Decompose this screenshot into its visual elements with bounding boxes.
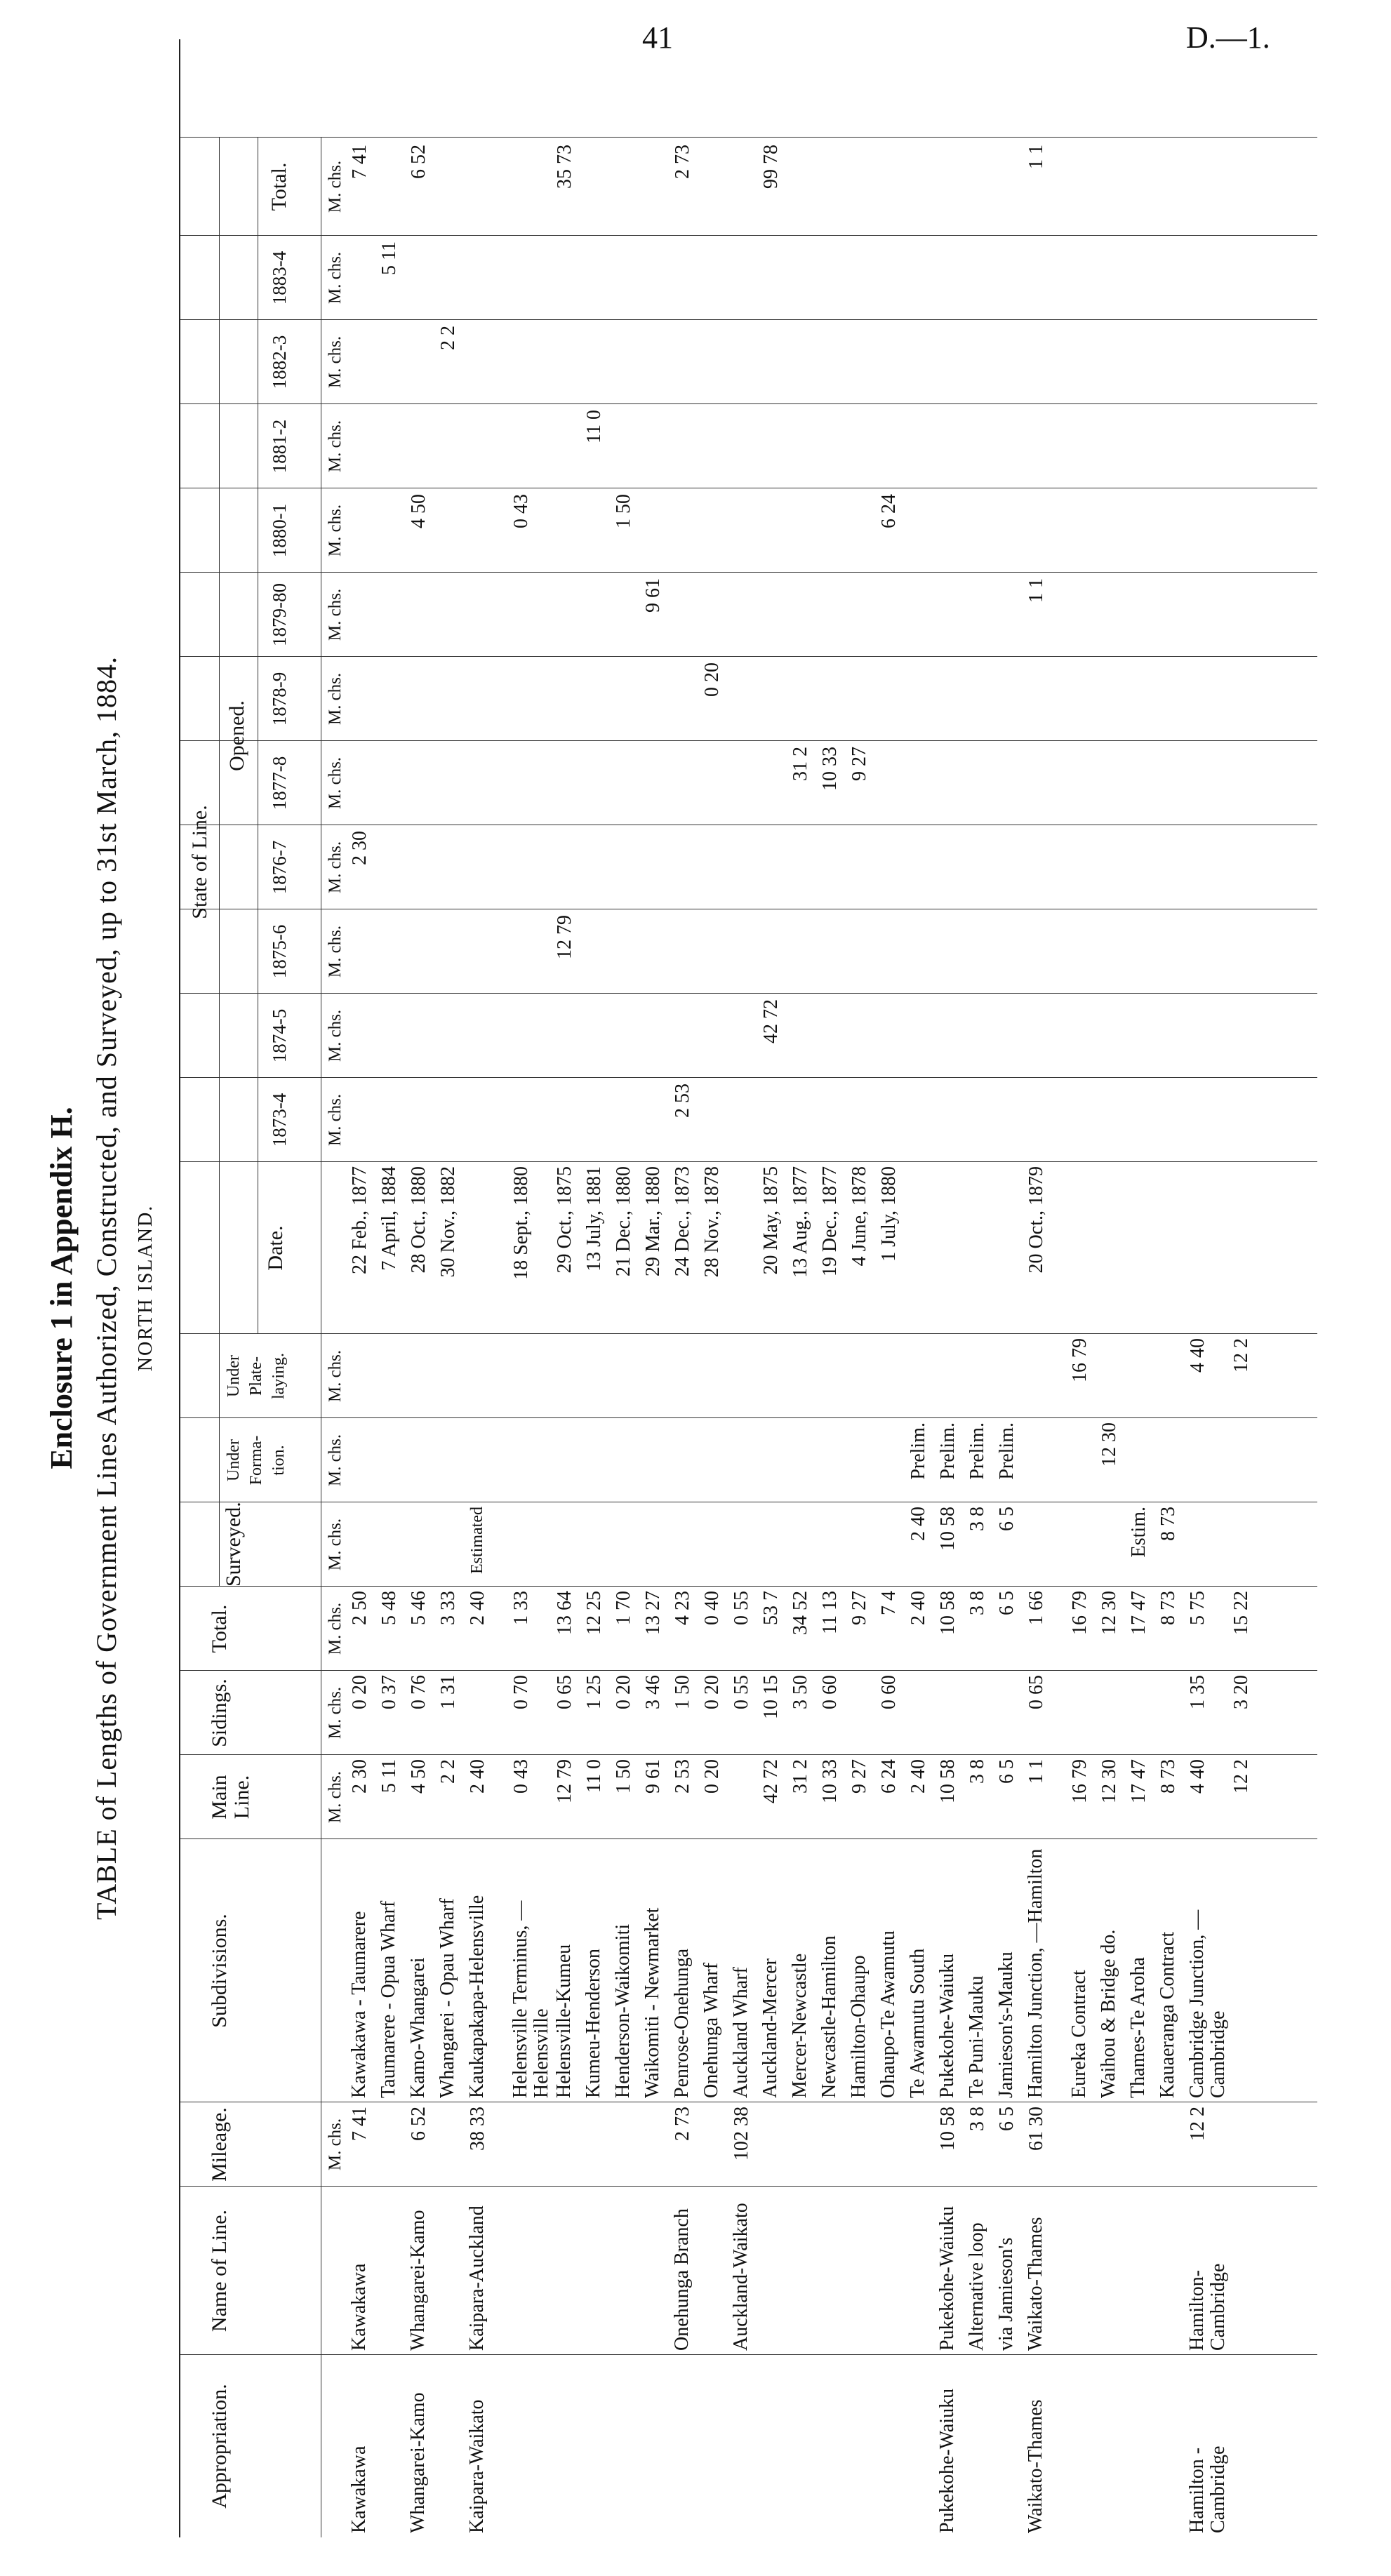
subdivision-cell: Helensville-Kumeu	[553, 1944, 575, 2098]
opened-year-cell: 2 2	[437, 326, 459, 350]
under-formation-cell: 12 30	[1098, 1422, 1120, 1467]
appropriation-cell: Kaipara-Waikato	[466, 2399, 488, 2533]
header-name-of-line: Name of Line.	[208, 2209, 231, 2333]
header-year: 1875-6	[269, 924, 290, 979]
opened-total-cell: 2 73	[672, 145, 693, 179]
date-cell: 30 Nov., 1882	[437, 1166, 459, 1278]
unit-label: M. chs.	[326, 672, 345, 726]
unit-label: M. chs.	[326, 504, 345, 557]
total-cell: 1 66	[1025, 1591, 1047, 1625]
subdivision-cell: Te Puni-Mauku	[966, 1975, 987, 2098]
sidings-cell: 0 70	[510, 1675, 532, 1709]
main-line-cell: 31 2	[790, 1759, 811, 1794]
total-cell: 13 64	[554, 1591, 575, 1635]
subdivision-cell: Pukekohe-Waiuku	[936, 1953, 958, 2098]
total-cell: 3 8	[966, 1591, 988, 1615]
subdivision-cell: Onehunga Wharf	[700, 1962, 722, 2098]
total-cell: 1 33	[510, 1591, 532, 1625]
unit-label: M. chs.	[326, 1770, 345, 1824]
under-formation-cell: Prelim.	[937, 1422, 959, 1480]
header-surveyed: Surveyed.	[222, 1502, 245, 1587]
column-rule	[180, 319, 1317, 320]
main-line-cell: 2 40	[467, 1759, 488, 1794]
under-platelaying-cell: 16 79	[1069, 1338, 1091, 1382]
line-name-cell: Kaipara-Auckland	[466, 2205, 488, 2351]
header-year: 1876-7	[269, 840, 290, 895]
line-name-cell: Alternative loop	[966, 2222, 987, 2351]
page-number: 41	[642, 20, 673, 55]
sidings-cell: 0 20	[613, 1675, 634, 1709]
date-cell: 28 Oct., 1880	[408, 1166, 430, 1274]
column-rule	[180, 137, 1317, 138]
date-cell: 22 Feb., 1877	[349, 1166, 371, 1274]
surveyed-cell: 3 8	[966, 1507, 988, 1531]
unit-label: M. chs.	[326, 2118, 345, 2171]
sidings-cell: 0 65	[554, 1675, 575, 1709]
subdivision-cell: Henderson-Waikomiti	[612, 1923, 634, 2098]
main-line-cell: 0 20	[701, 1759, 723, 1794]
under-platelaying-cell: 12 2	[1230, 1338, 1252, 1373]
total-cell: 16 79	[1069, 1591, 1091, 1635]
date-cell: 18 Sept., 1880	[510, 1166, 532, 1280]
subdivision-cell: Newcastle-Hamilton	[818, 1935, 840, 2098]
column-rule	[180, 993, 1317, 994]
total-cell: 8 73	[1157, 1591, 1179, 1625]
sidings-cell: 1 35	[1187, 1675, 1209, 1709]
main-line-cell: 6 24	[878, 1759, 900, 1794]
sidings-cell: 0 60	[819, 1675, 841, 1709]
column-rule	[180, 1586, 1317, 1587]
main-line-cell: 10 33	[819, 1759, 841, 1803]
mileage-cell: 6 52	[408, 2107, 430, 2141]
total-cell: 5 75	[1187, 1591, 1209, 1625]
mileage-cell: 38 33	[467, 2107, 488, 2151]
total-cell: 3 33	[437, 1591, 459, 1625]
unit-label: M. chs.	[326, 251, 345, 305]
under-formation-cell: Prelim.	[966, 1422, 988, 1480]
header-sidings: Sidings.	[208, 1679, 231, 1747]
main-line-cell: 12 79	[554, 1759, 575, 1803]
appropriation-cell: Pukekohe-Waiuku	[936, 2388, 958, 2533]
total-cell: 15 22	[1230, 1591, 1252, 1635]
unit-label: M. chs.	[326, 756, 345, 810]
header-subdivisions: Subdivisions.	[208, 1914, 231, 2028]
unit-label: M. chs.	[326, 588, 345, 641]
date-cell: 13 July, 1881	[583, 1166, 605, 1272]
opened-year-cell: 2 30	[349, 831, 371, 865]
opened-year-cell: 11 0	[583, 410, 605, 443]
main-line-cell: 9 61	[642, 1759, 664, 1794]
main-line-cell: 12 30	[1098, 1759, 1120, 1803]
line-name-cell: via Jamieson's	[995, 2237, 1017, 2351]
header-date: Date.	[264, 1225, 287, 1271]
main-line-cell: 9 27	[848, 1759, 870, 1794]
subdivision-cell: Ohaupo-Te Awamutu	[877, 1930, 899, 2098]
mileage-cell: 10 58	[937, 2107, 959, 2151]
opened-year-cell: 0 20	[701, 662, 723, 697]
column-rule	[180, 572, 1317, 573]
main-line-cell: 17 47	[1128, 1759, 1150, 1803]
under-formation-cell: Prelim.	[907, 1422, 929, 1480]
unit-label: M. chs.	[326, 160, 345, 213]
header-year: 1882-3	[269, 335, 290, 389]
opened-total-cell: 35 73	[554, 145, 575, 189]
total-cell: 5 48	[378, 1591, 400, 1625]
main-line-cell: 5 11	[378, 1759, 400, 1793]
opened-year-cell: 2 53	[672, 1083, 693, 1118]
line-name-cell: Onehunga Branch	[671, 2208, 693, 2351]
mileage-cell: 7 41	[349, 2107, 371, 2141]
main-line-cell: 16 79	[1069, 1759, 1091, 1803]
opened-year-cell: 42 72	[760, 999, 782, 1043]
line-name-cell: Auckland-Waikato	[730, 2203, 752, 2351]
mileage-cell: 2 73	[672, 2107, 693, 2141]
subdivision-cell: Taumarere - Opua Wharf	[378, 1900, 399, 2098]
table-subtitle: TABLE of Lengths of Government Lines Authorized, Constructed, and Surveyed, up to 31st March, 1884.	[91, 655, 122, 1921]
subdivision-cell: Waihou & Bridge do.	[1098, 1929, 1119, 2098]
subdivision-cell: Eureka Contract	[1068, 1970, 1090, 2098]
unit-label: M. chs.	[326, 1602, 345, 1655]
subdivision-cell: Helensville Terminus, —Helensville	[510, 1900, 552, 2098]
main-line-cell: 3 8	[966, 1759, 988, 1784]
opened-year-cell: 1 1	[1025, 578, 1047, 603]
header-appropriation: Appropriation.	[208, 2384, 231, 2509]
surveyed-cell: 6 5	[996, 1507, 1018, 1531]
sidings-cell: 1 31	[437, 1675, 459, 1709]
subdivision-cell: Kaukapakapa-Helensville	[466, 1895, 488, 2098]
total-cell: 2 50	[349, 1591, 371, 1625]
subdivision-cell: Kamo-Whangarei	[407, 1957, 429, 2098]
date-cell: 20 May, 1875	[760, 1166, 782, 1275]
surveyed-cell: 2 40	[907, 1507, 929, 1541]
appropriation-cell: Whangarei-Kamo	[407, 2392, 429, 2533]
unit-label: M. chs.	[326, 841, 345, 894]
under-platelaying-cell: 4 40	[1187, 1338, 1209, 1373]
total-cell: 6 5	[996, 1591, 1018, 1615]
header-total: Total.	[208, 1604, 231, 1653]
opened-year-cell: 10 33	[819, 747, 841, 791]
sidings-cell: 0 65	[1025, 1675, 1047, 1709]
subdivision-cell: Jamieson's-Mauku	[995, 1951, 1017, 2098]
sidings-cell: 1 50	[672, 1675, 693, 1709]
main-line-cell: 11 0	[583, 1759, 605, 1793]
total-cell: 17 47	[1128, 1591, 1150, 1635]
unit-label: M. chs.	[326, 1009, 345, 1062]
subdivision-cell: Whangarei - Opau Wharf	[437, 1898, 458, 2098]
surveyed-cell: Estim.	[1128, 1507, 1150, 1558]
main-line-cell: 4 40	[1187, 1759, 1209, 1794]
date-cell: 19 Dec., 1877	[819, 1166, 841, 1277]
main-line-cell: 1 50	[613, 1759, 634, 1794]
column-rule	[180, 1077, 1317, 1078]
surveyed-cell: Estimated	[468, 1507, 486, 1574]
unit-label: M. chs.	[326, 1518, 345, 1571]
main-line-cell: 2 2	[437, 1759, 459, 1784]
sidings-cell: 3 46	[642, 1675, 664, 1709]
total-cell: 11 13	[819, 1591, 841, 1634]
line-name-cell: Hamilton-Cambridge	[1186, 2263, 1229, 2351]
line-name-cell: Kawakawa	[348, 2263, 370, 2351]
subdivision-cell: Mercer-Newcastle	[789, 1953, 811, 2098]
date-cell: 28 Nov., 1878	[701, 1166, 723, 1278]
total-cell: 13 27	[642, 1591, 664, 1635]
opened-year-cell: 31 2	[790, 747, 811, 781]
date-cell: 21 Dec., 1880	[613, 1166, 634, 1277]
subdivision-cell: Te Awamutu South	[907, 1948, 929, 2098]
unit-label: M. chs.	[326, 925, 345, 978]
total-cell: 5 46	[408, 1591, 430, 1625]
line-name-cell: Waikato-Thames	[1025, 2217, 1046, 2351]
subdivision-cell: Auckland Wharf	[730, 1967, 752, 2098]
sidings-cell: 0 37	[378, 1675, 400, 1709]
appropriation-cell: Kawakawa	[348, 2445, 370, 2533]
header-year: 1877-8	[269, 756, 290, 810]
surveyed-cell: 8 73	[1157, 1507, 1179, 1541]
header-under-platelaying: Under Plate- laying.	[225, 1353, 288, 1399]
total-cell: 10 58	[937, 1591, 959, 1635]
lengths-table	[179, 39, 1317, 2537]
date-cell: 4 June, 1878	[848, 1166, 870, 1267]
date-cell: 20 Oct., 1879	[1025, 1166, 1047, 1274]
header-state-of-line: State of Line.	[188, 805, 211, 919]
date-cell: 29 Oct., 1875	[554, 1166, 575, 1274]
date-cell: 24 Dec., 1873	[672, 1166, 693, 1277]
opened-total-cell: 6 52	[408, 145, 430, 179]
column-rule	[180, 1333, 1317, 1334]
enclosure-title: Enclosure 1 in Appendix H.	[44, 1107, 79, 1469]
mileage-cell: 61 30	[1025, 2107, 1047, 2151]
main-line-cell: 8 73	[1157, 1759, 1179, 1794]
column-rule	[180, 2186, 1317, 2187]
main-line-cell: 2 53	[672, 1759, 693, 1794]
main-line-cell: 4 50	[408, 1759, 430, 1794]
total-cell: 9 27	[848, 1591, 870, 1625]
unit-label: M. chs.	[326, 420, 345, 473]
opened-year-cell: 4 50	[408, 494, 430, 528]
opened-year-cell: 6 24	[878, 494, 900, 528]
total-cell: 12 25	[583, 1591, 605, 1635]
subdivision-cell: Kawakawa - Taumarere	[348, 1911, 370, 2098]
column-rule	[180, 1754, 1317, 1755]
header-year: 1883-4	[269, 251, 290, 305]
header-year: 1879-80	[269, 583, 290, 646]
opened-year-cell: 0 43	[510, 494, 532, 528]
main-line-cell: 10 58	[937, 1759, 959, 1803]
total-cell: 4 23	[672, 1591, 693, 1625]
main-line-cell: 0 43	[510, 1759, 532, 1794]
opened-total-cell: 7 41	[349, 145, 371, 179]
column-rule	[180, 656, 1317, 657]
header-opened-total: Total.	[267, 162, 291, 211]
subdivision-cell: Kauaeranga Contract	[1157, 1931, 1178, 2098]
line-name-cell: Pukekohe-Waiuku	[936, 2205, 958, 2351]
column-rule	[180, 2354, 1317, 2355]
main-line-cell: 6 5	[996, 1759, 1018, 1784]
header-year: 1878-9	[269, 672, 290, 726]
header-year: 1873-4	[269, 1093, 290, 1147]
row-rule	[219, 138, 220, 1587]
header-mileage: Mileage.	[208, 2107, 231, 2182]
sidings-cell: 3 50	[790, 1675, 811, 1709]
unit-label: M. chs.	[326, 1349, 345, 1403]
sidings-cell: 0 55	[731, 1675, 752, 1709]
total-cell: 7 4	[878, 1591, 900, 1615]
mileage-cell: 12 2	[1187, 2107, 1209, 2141]
subdivision-cell: Auckland-Mercer	[759, 1958, 781, 2098]
column-rule	[180, 1670, 1317, 1671]
unit-label: M. chs.	[326, 1434, 345, 1487]
subdivision-cell: Thames-Te Aroha	[1127, 1957, 1149, 2098]
column-rule	[180, 1417, 1317, 1418]
column-rule	[180, 740, 1317, 741]
total-cell: 1 70	[613, 1591, 634, 1625]
main-line-cell: 12 2	[1230, 1759, 1252, 1794]
column-rule	[180, 403, 1317, 404]
subdivision-cell: Hamilton Junction, —Hamilton	[1025, 1848, 1046, 2098]
sidings-cell: 0 20	[701, 1675, 723, 1709]
sidings-cell: 10 15	[760, 1675, 782, 1719]
header-year: 1881-2	[269, 419, 290, 474]
column-rule	[180, 1161, 1317, 1162]
main-line-cell: 1 1	[1025, 1759, 1047, 1784]
opened-total-cell: 1 1	[1025, 145, 1047, 169]
main-line-cell: 42 72	[760, 1759, 782, 1803]
subdivision-cell: Kumeu-Henderson	[583, 1948, 604, 2098]
column-rule	[180, 1838, 1317, 1839]
surveyed-cell: 10 58	[937, 1507, 959, 1551]
date-cell: 7 April, 1884	[378, 1166, 400, 1271]
total-cell: 34 52	[790, 1591, 811, 1635]
sidings-cell: 3 20	[1230, 1675, 1252, 1709]
header-year: 1874-5	[269, 1008, 290, 1063]
mileage-cell: 3 8	[966, 2107, 988, 2131]
sidings-cell: 0 20	[349, 1675, 371, 1709]
header-opened: Opened.	[225, 700, 248, 771]
total-cell: 2 40	[467, 1591, 488, 1625]
header-under-formation: Under Forma- tion.	[225, 1435, 288, 1486]
opened-year-cell: 5 11	[378, 241, 400, 275]
date-cell: 29 Mar., 1880	[642, 1166, 664, 1277]
line-name-cell: Whangarei-Kamo	[407, 2210, 429, 2351]
region-label: NORTH ISLAND.	[135, 1204, 157, 1372]
header-year: 1880-1	[269, 503, 290, 558]
opened-year-cell: 12 79	[554, 915, 575, 959]
opened-year-cell: 9 27	[848, 747, 870, 781]
document-reference: D.—1.	[1186, 20, 1270, 55]
mileage-cell: 6 5	[996, 2107, 1018, 2131]
sidings-cell: 1 25	[583, 1675, 605, 1709]
under-formation-cell: Prelim.	[996, 1422, 1018, 1480]
total-cell: 53 7	[760, 1591, 782, 1625]
header-main-line: Main Line.	[208, 1775, 253, 1820]
subdivision-cell: Cambridge Junction, —Cambridge	[1186, 1909, 1229, 2098]
appropriation-cell: Waikato-Thames	[1025, 2399, 1046, 2533]
date-cell: 1 July, 1880	[878, 1166, 900, 1262]
main-line-cell: 2 40	[907, 1759, 929, 1794]
main-line-cell: 2 30	[349, 1759, 371, 1794]
unit-label: M. chs.	[326, 1686, 345, 1740]
opened-total-cell: 99 78	[760, 145, 782, 189]
total-cell: 0 40	[701, 1591, 723, 1625]
date-cell: 13 Aug., 1877	[790, 1166, 811, 1278]
column-rule	[180, 235, 1317, 236]
appropriation-cell: Hamilton - Cambridge	[1186, 2445, 1229, 2533]
opened-year-cell: 9 61	[642, 578, 664, 613]
unit-label: M. chs.	[326, 335, 345, 389]
unit-label: M. chs.	[326, 1093, 345, 1147]
total-cell: 12 30	[1098, 1591, 1120, 1635]
subdivision-cell: Hamilton-Ohaupo	[848, 1955, 870, 2098]
opened-year-cell: 1 50	[613, 494, 634, 528]
subdivision-cell: Penrose-Onehunga	[671, 1948, 693, 2098]
sidings-cell: 0 60	[878, 1675, 900, 1709]
total-cell: 2 40	[907, 1591, 929, 1625]
mileage-cell: 102 38	[731, 2107, 752, 2161]
subdivision-cell: Waikomiti - Newmarket	[641, 1907, 663, 2098]
sidings-cell: 0 76	[408, 1675, 430, 1709]
total-cell: 0 55	[731, 1591, 752, 1625]
